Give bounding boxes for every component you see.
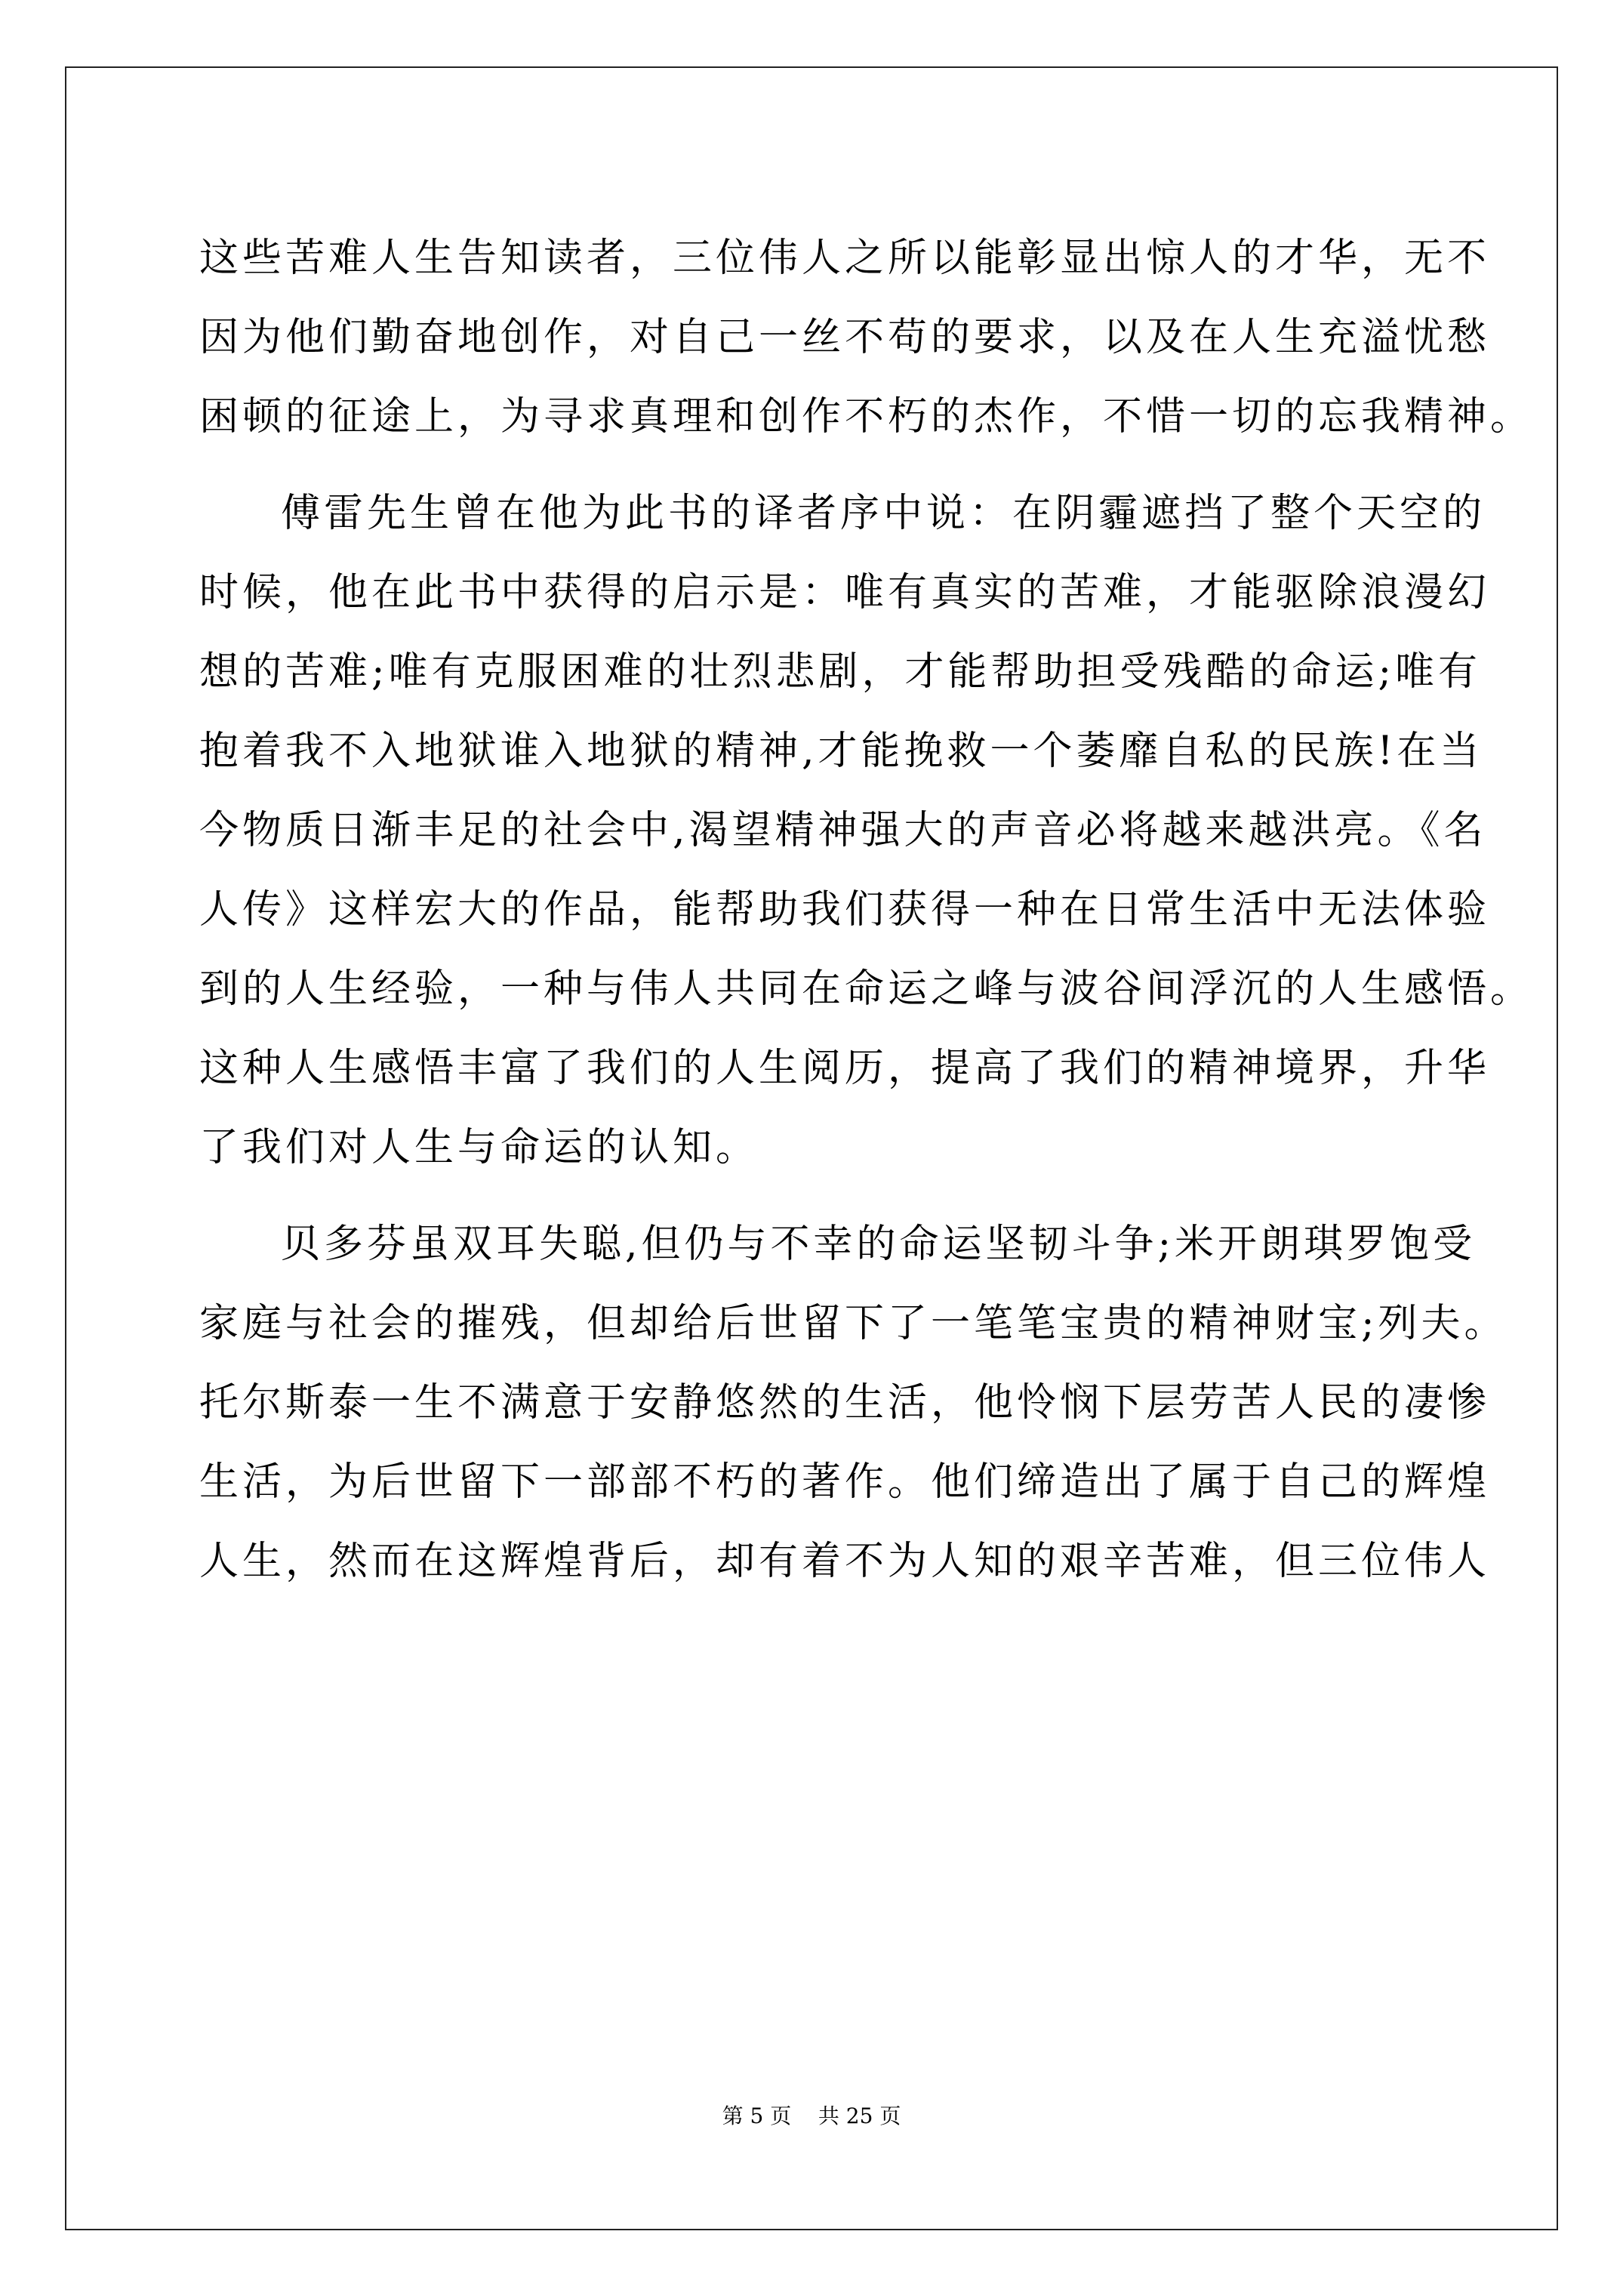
text-line: 贝多芬虽双耳失聪,但仍与不幸的命运坚韧斗争;米开朗琪罗饱受	[281, 1222, 1477, 1267]
page-number: 第 5 页	[722, 2103, 792, 2128]
text-line: 生活，为后世留下一部部不朽的著作。他们缔造出了属于自己的辉煌	[199, 1459, 1491, 1505]
text-line: 这种人生感悟丰富了我们的人生阅历，提高了我们的精神境界，升华	[199, 1046, 1491, 1091]
paragraph-gap	[199, 1188, 1437, 1205]
text-line: 人生，然而在这辉煌背后，却有着不为人知的艰辛苦难，但三位伟人	[199, 1539, 1491, 1584]
text-line: 因为他们勤奋地创作，对自己一丝不苟的要求，以及在人生充溢忧愁	[199, 315, 1491, 360]
text-line: 今物质日渐丰足的社会中,渴望精神强大的声音必将越来越洪亮。《名	[199, 808, 1487, 853]
text-line: 想的苦难;唯有克服困难的壮烈悲剧，才能帮助担受残酷的命运;唯有	[199, 649, 1482, 695]
text-line: 傅雷先生曾在他为此书的译者序中说：在阴霾遮挡了整个天空的	[281, 491, 1486, 536]
page-footer	[0, 2101, 1623, 2131]
text-line: 人传》这样宏大的作品，能帮助我们获得一种在日常生活中无法体验	[199, 887, 1491, 932]
total-pages: 共 25 页	[818, 2103, 901, 2128]
text-line: 家庭与社会的摧残，但却给后世留下了一笔笔宝贵的精神财宝;列夫。	[199, 1301, 1508, 1346]
text-line: 这些苦难人生告知读者，三位伟人之所以能彰显出惊人的才华，无不	[199, 236, 1491, 281]
text-line: 托尔斯泰一生不满意于安静悠然的生活，他怜悯下层劳苦人民的凄惨	[199, 1380, 1491, 1425]
text-line: 困顿的征途上，为寻求真理和创作不朽的杰作，不惜一切的忘我精神。	[199, 394, 1534, 439]
text-line: 了我们对人生与命运的认知。	[199, 1125, 759, 1170]
text-line: 抱着我不入地狱谁入地狱的精神,才能挽救一个萎靡自私的民族!在当	[199, 729, 1483, 774]
document-body	[199, 219, 1534, 1601]
text-line: 到的人生经验，一种与伟人共同在命运之峰与波谷间浮沉的人生感悟。	[199, 966, 1534, 1012]
text-line: 时候，他在此书中获得的启示是：唯有真实的苦难，才能驱除浪漫幻	[199, 570, 1491, 615]
paragraph-gap	[199, 457, 1437, 474]
